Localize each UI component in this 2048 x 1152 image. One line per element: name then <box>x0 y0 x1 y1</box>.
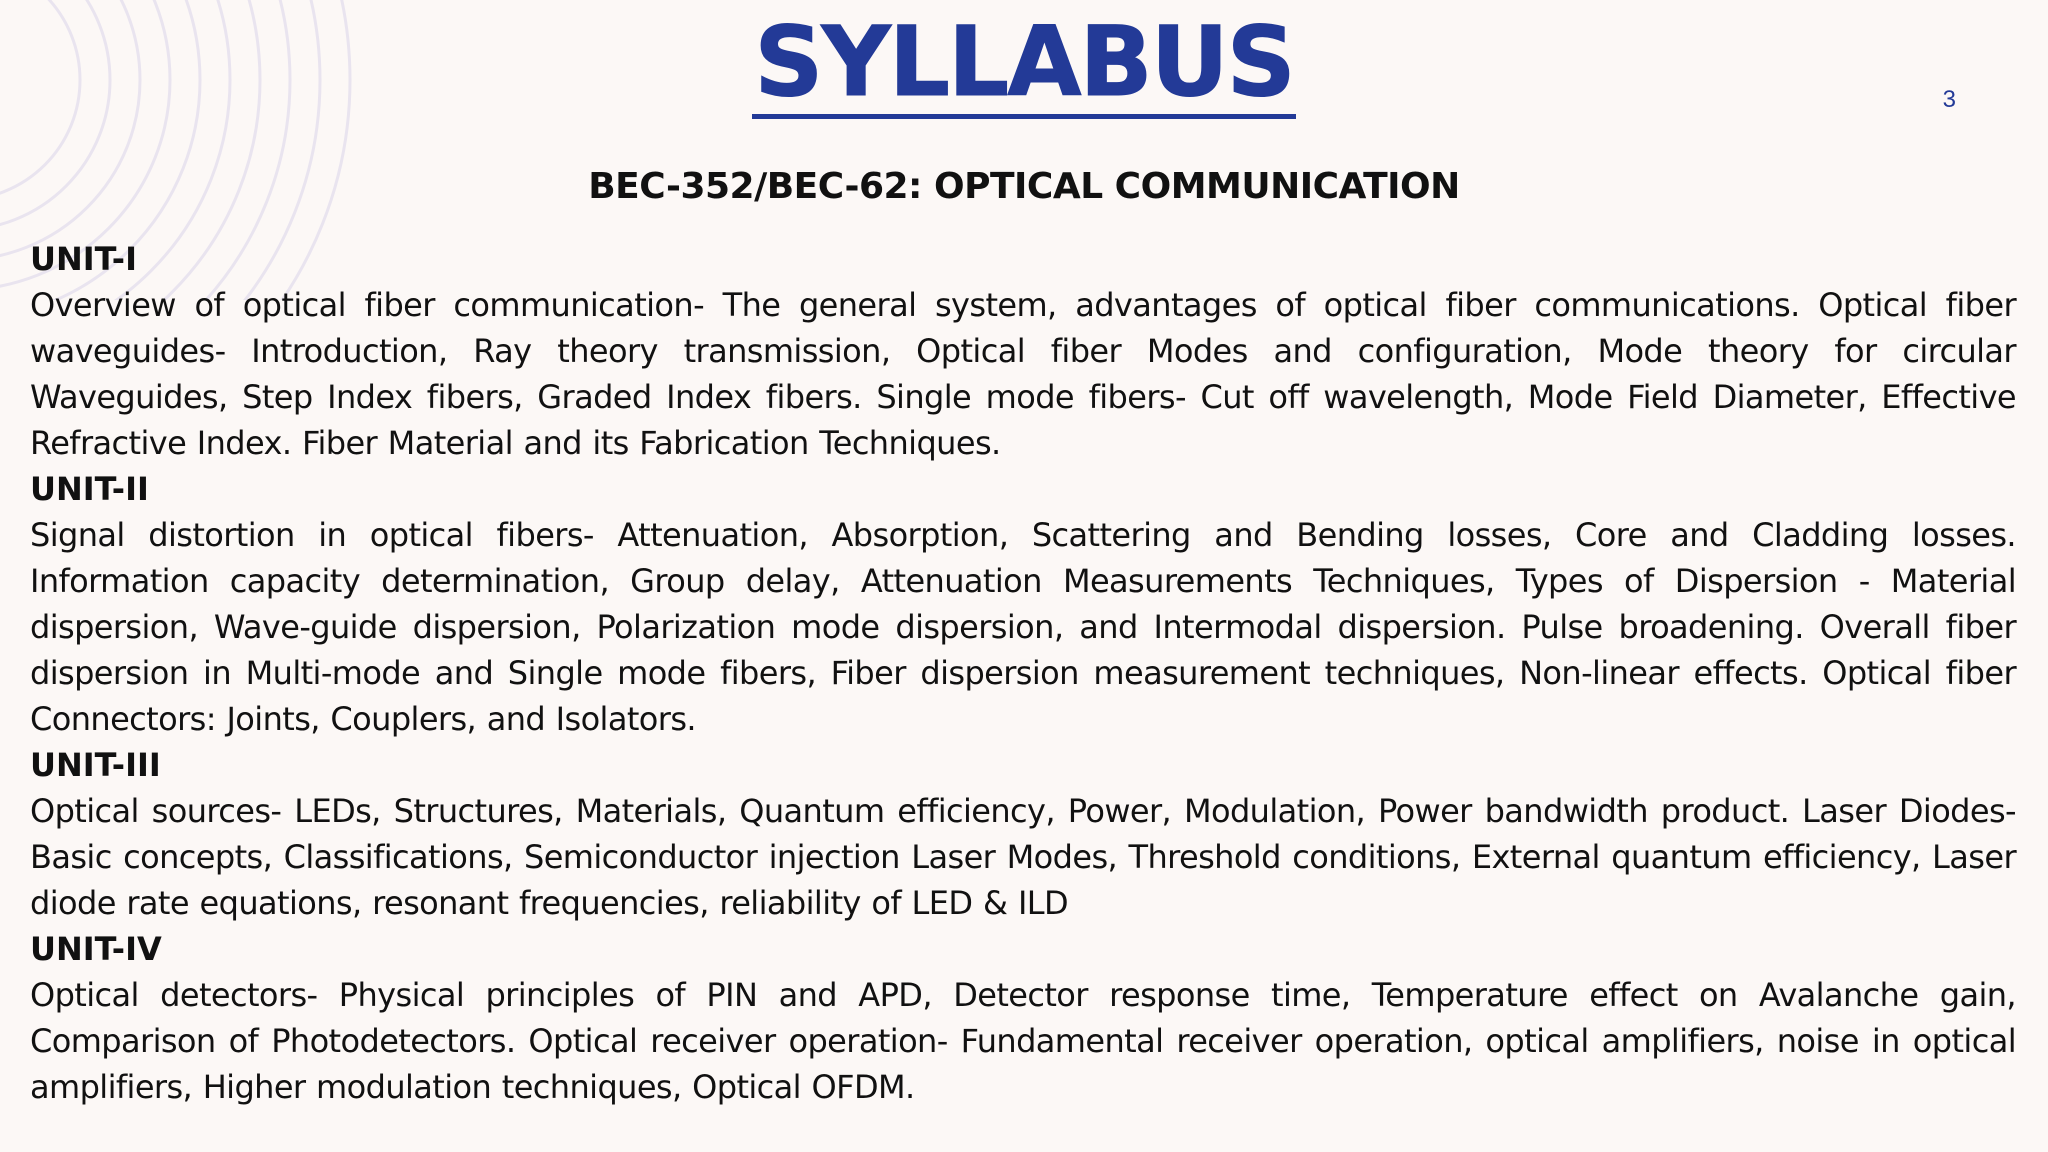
unit-1-body: Overview of optical fiber communication- The general system, advantages of optical fiber communications. Optical fiber waveguides- Introduction, Ray theory transmission, Optical fiber Modes and configuration, Mode theory for circular Waveguides, Step Index fibers, Graded Index fibers. Single mode fibers- Cut off wavelength, Mode Field Diameter, Effective Refractive Index. Fiber Material and its Fabrication Techniques. <box>30 286 2016 462</box>
unit-3-heading: UNIT-III <box>30 746 161 784</box>
slide-title-text: SYLLABUS <box>754 6 1294 118</box>
unit-4-body: Optical detectors- Physical principles of PIN and APD, Detector response time, Temperature effect on Avalanche gain, Comparison of Photodetectors. Optical receiver operation- Fundamental receiver operation, optical amplifiers, noise in optical amplifiers, Higher modulation techniques, Optical OFDM. <box>30 976 2016 1106</box>
course-title: BEC-352/BEC-62: OPTICAL COMMUNICATION <box>588 166 1460 207</box>
slide-title <box>0 6 2048 119</box>
syllabus-content <box>30 236 2016 1110</box>
unit-1-section <box>30 236 2016 466</box>
unit-2-heading: UNIT-II <box>30 470 149 508</box>
unit-2-body: Signal distortion in optical fibers- Attenuation, Absorption, Scattering and Bending losses, Core and Cladding losses. Information capacity determination, Group delay, Attenuation Measurements Techniques, Types of Dispersion - Material dispersion, Wave-guide dispersion, Polarization mode dispersion, and Intermodal dispersion. Pulse broadening. Overall fiber dispersion in Multi-mode and Single mode fibers, Fiber dispersion measurement techniques, Non-linear effects. Optical fiber Connectors: Joints, Couplers, and Isolators. <box>30 516 2016 738</box>
page-number: 3 <box>1942 86 1956 113</box>
unit-3-section <box>30 742 2016 926</box>
unit-4-section <box>30 926 2016 1110</box>
unit-1-heading: UNIT-I <box>30 240 137 278</box>
unit-3-body: Optical sources- LEDs, Structures, Materials, Quantum efficiency, Power, Modulation, Power bandwidth product. Laser Diodes- Basic concepts, Classifications, Semiconductor injection Laser Modes, Threshold conditions, External quantum efficiency, Laser diode rate equations, resonant frequencies, reliability of LED & ILD <box>30 792 2016 922</box>
unit-2-section <box>30 466 2016 742</box>
unit-4-heading: UNIT-IV <box>30 930 162 968</box>
